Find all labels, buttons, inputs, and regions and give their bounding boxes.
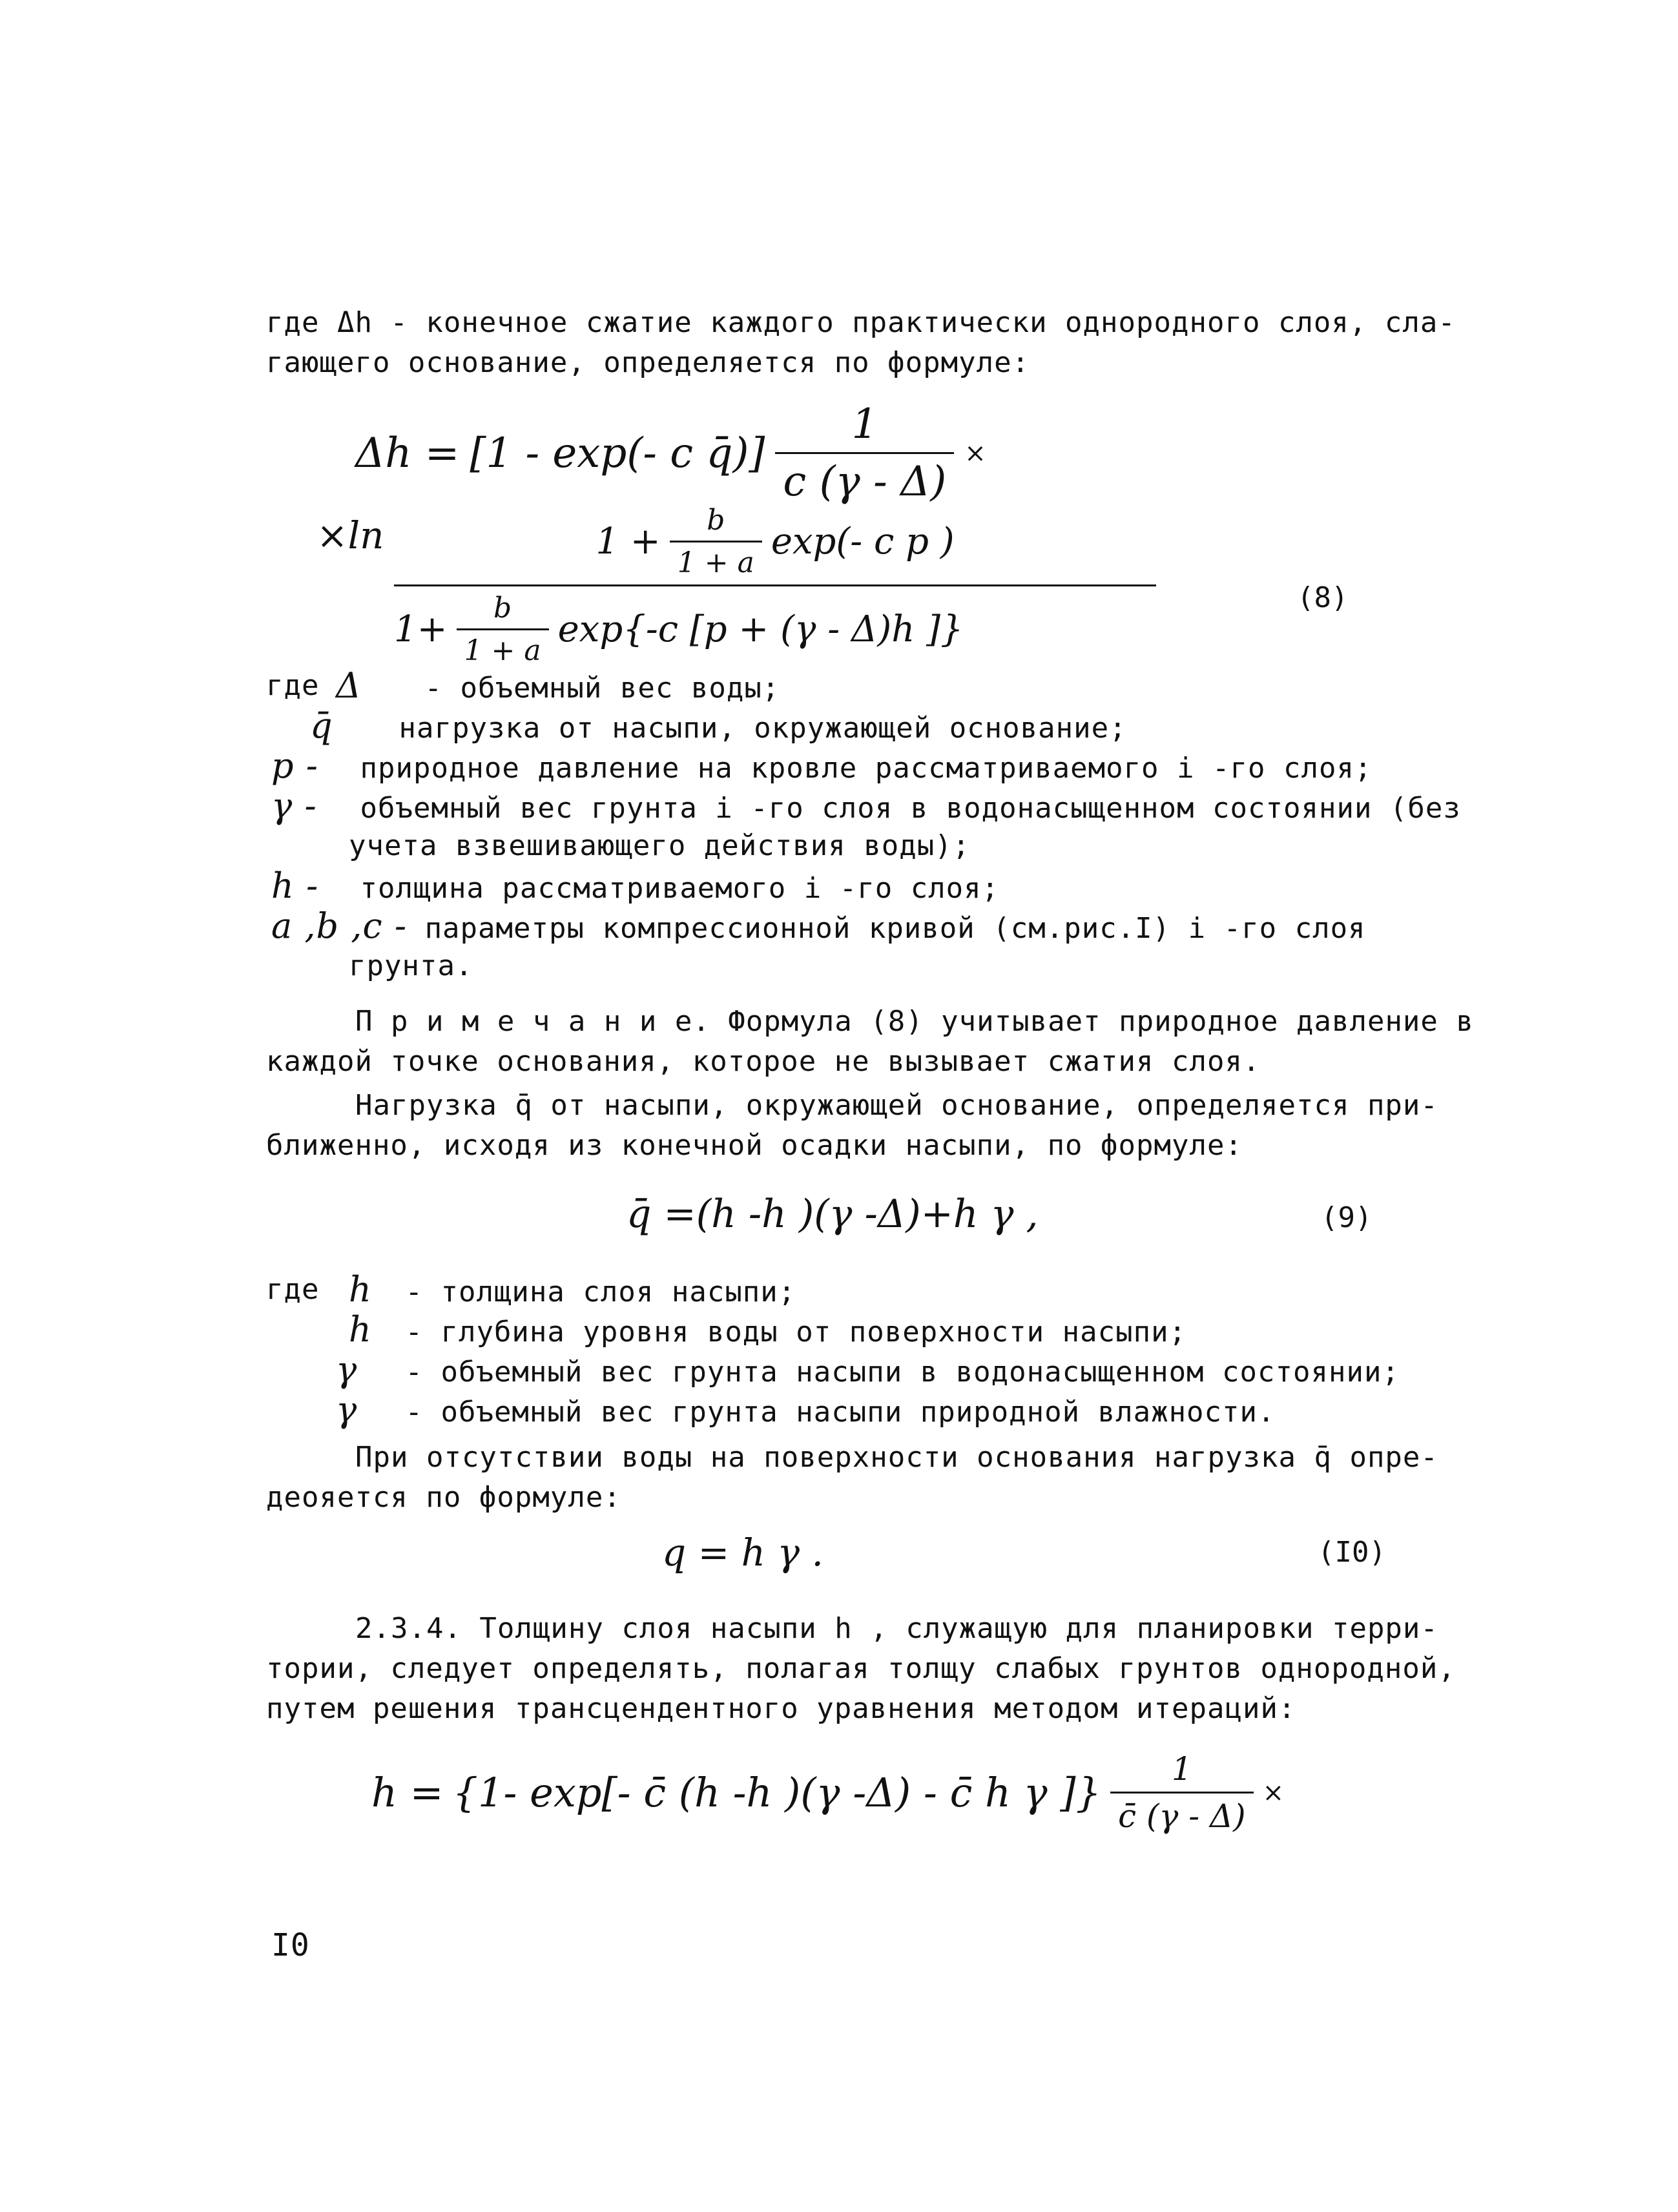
eq8-num-frac-den: 1 + a <box>670 541 762 579</box>
eq8-number: (8) <box>1297 581 1349 614</box>
legend1-item-0: Δ - объемный вес воды; <box>336 665 780 706</box>
legend1-item-2: p - природное давление на кровле рассматриваемого i -го слоя; <box>271 745 1372 786</box>
eq8-num-expr: 1 + <box>596 521 661 563</box>
para-absence-line-2: деояется по формуле: <box>266 1481 621 1514</box>
legend2-item-2: γ - объемный вес грунта насыпи в водонасыщенном состоянии; <box>336 1349 1400 1390</box>
equation-11 <box>371 1750 1284 1835</box>
eq8-num-fraction <box>670 504 762 579</box>
eq8-times: × <box>964 438 986 468</box>
para-absence-line-1: При отсутствии воды на поверхности основания нагрузка q̄ опре- <box>355 1441 1438 1474</box>
note-line-1: П р и м е ч а н и е. Формула (8) учитывает природное давление в <box>355 1005 1474 1038</box>
eq8-fraction-1 <box>775 400 954 506</box>
page-number: I0 <box>271 1927 310 1963</box>
intro-line-1: где Δh - конечное сжатие каждого практически однородного слоя, сла- <box>266 306 1456 339</box>
eq11-frac-den: c̄ (γ - Δ) <box>1110 1792 1254 1835</box>
eq8-frac1-numerator: 1 <box>851 400 878 448</box>
para-234-line-3: путем решения трансцендентного уравнения методом итераций: <box>266 1692 1296 1725</box>
eq11-frac-num: 1 <box>1171 1750 1192 1788</box>
note-line-2: каждой точке основания, которое не вызывает сжатия слоя. <box>266 1045 1261 1078</box>
eq9-number: (9) <box>1321 1201 1372 1234</box>
eq8-top-bracket: [1 - exp(- c q̄)] <box>470 429 765 477</box>
legend2-where: где <box>266 1273 320 1306</box>
eq11-fraction <box>1110 1750 1254 1835</box>
eq8-den-frac-den: 1 + a <box>457 628 549 667</box>
eq10-number: (I0) <box>1318 1536 1386 1569</box>
equation-8-line-1 <box>355 400 986 506</box>
intro-line-2: гающего основание, определяется по формуле: <box>266 346 1030 379</box>
eq11-lhs: h = <box>371 1769 444 1816</box>
legend1-item-1: q̄ нагрузка от насыпи, окружающей основание; <box>310 705 1127 746</box>
note-label: П р и м е ч а н и е. <box>355 1005 710 1038</box>
eq8-lhs: Δh = <box>355 429 460 477</box>
para-234-line-2: тории, следует определять, полагая толщу слабых грунтов однородной, <box>266 1652 1456 1685</box>
eq8-den-fraction <box>457 592 549 667</box>
legend1-where: где <box>266 669 320 702</box>
para-234-line-1: 2.3.4. Толщину слоя насыпи h , служащую для планировки терри- <box>355 1612 1438 1645</box>
equation-9: q̄ =(h -h )(γ -Δ)+h γ , <box>627 1192 1039 1237</box>
legend1-item-7: грунта. <box>349 949 473 982</box>
legend2-item-3: γ - объемный вес грунта насыпи природной влажности. <box>336 1389 1276 1430</box>
eq8-num-frac-num: b <box>707 504 725 537</box>
eq8-numerator <box>394 504 1156 584</box>
eq8-denominator <box>394 584 1156 667</box>
equation-10: q = h γ . <box>662 1531 823 1575</box>
para-q-line-1: Нагрузка q̄ от насыпи, окружающей основание, определяется при- <box>355 1089 1438 1122</box>
para-q-line-2: ближенно, исходя из конечной осадки насыпи, по формуле: <box>266 1129 1243 1162</box>
eq8-den-expr: 1+ <box>394 608 448 650</box>
legend1-item-4: учета взвешивающего действия воды); <box>349 829 971 862</box>
legend2-item-0: h - толщина слоя насыпи; <box>349 1269 796 1310</box>
eq8-den-frac-num: b <box>493 592 512 625</box>
eq8-den-tail: exp{-c [p + (γ - Δ)h ]} <box>557 608 964 650</box>
legend1-item-6: a ,b ,c - параметры компрессионной кривой (см.рис.I) i -го слоя <box>271 905 1366 946</box>
eq8-frac1-denominator: c (γ - Δ) <box>775 452 954 506</box>
legend2-item-1: h - глубина уровня воды от поверхности насыпи; <box>349 1309 1187 1350</box>
eq11-times: × <box>1262 1777 1285 1808</box>
equation-8-ln-fraction <box>394 504 1156 667</box>
legend1-item-3: γ - объемный вес грунта i -го слоя в водонасыщенном состоянии (без <box>271 785 1461 826</box>
eq11-body: {1- exp[- c̄ (h -h )(γ -Δ) - c̄ h γ ]} <box>452 1769 1102 1816</box>
legend1-item-5: h - толщина рассматриваемого i -го слоя; <box>271 865 1000 906</box>
eq8-num-tail: exp(- c p ) <box>771 521 955 563</box>
eq8-ln: ×ln <box>316 513 384 557</box>
